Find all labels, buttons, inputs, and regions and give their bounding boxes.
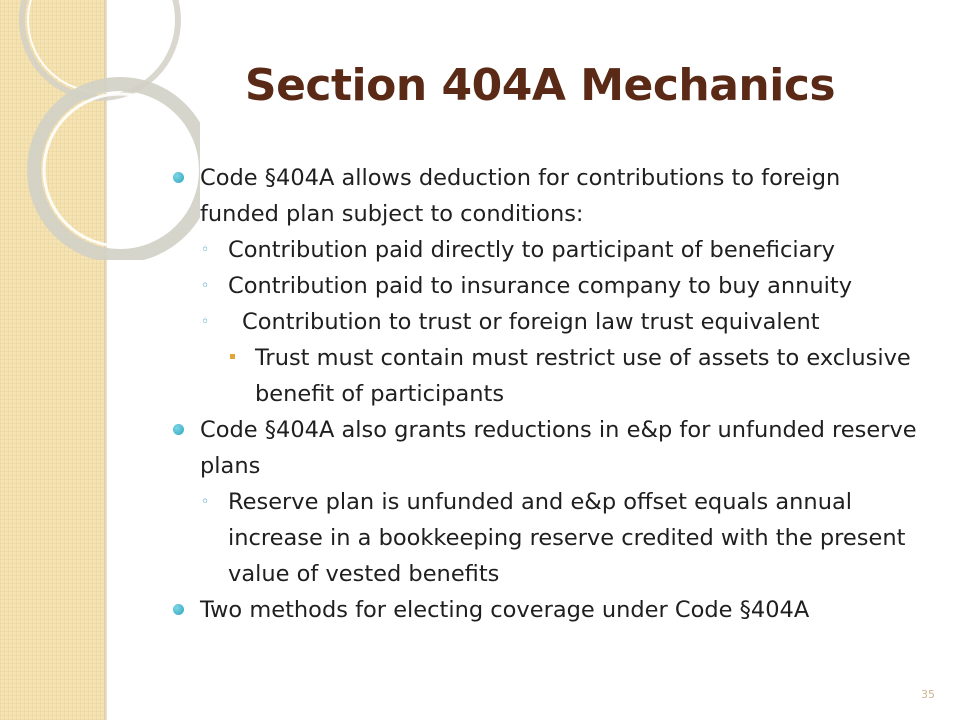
- sub-bullet-item-participant: [172, 232, 922, 268]
- bullet-ring-icon: ◦: [201, 242, 210, 258]
- sub-bullet-item-insurance: [172, 268, 922, 304]
- sub-bullet-text: Contribution to trust or foreign law trust equivalent: [242, 309, 820, 335]
- sub-bullet-text: Contribution paid to insurance company to buy annuity: [228, 273, 853, 299]
- decorative-rings-icon: [0, 0, 200, 260]
- bullet-dot-icon: [173, 424, 184, 435]
- sub-bullet-text: Reserve plan is unfunded and e&p offset equals annual increase in a bookkeeping reserve credited with the present value of vested benefits: [228, 489, 906, 587]
- bullet-ring-icon: ◦: [201, 278, 210, 294]
- bullet-dot-icon: [173, 604, 184, 615]
- sub-sub-bullet-item-trust-restriction: [172, 340, 922, 412]
- bullet-item-reductions: [172, 412, 922, 484]
- bullet-text: Two methods for electing coverage under Code §404A: [200, 597, 810, 623]
- bullet-text: Code §404A allows deduction for contributions to foreign funded plan subject to conditions:: [200, 165, 841, 227]
- page-number: 35: [921, 688, 935, 701]
- sub-bullet-item-reserve-plan: [172, 484, 922, 592]
- bullet-ring-icon: ◦: [201, 494, 210, 510]
- sub-bullet-text: Contribution paid directly to participant of beneficiary: [228, 237, 835, 263]
- slide-title: Section 404A Mechanics: [244, 60, 836, 111]
- bullet-ring-icon: ◦: [201, 314, 210, 330]
- sub-sub-bullet-text: Trust must contain must restrict use of assets to exclusive benefit of participants: [255, 345, 911, 407]
- sub-bullet-item-trust: [172, 304, 922, 340]
- bullet-dot-icon: [173, 172, 184, 183]
- bullet-list: [172, 160, 922, 628]
- bullet-text: Code §404A also grants reductions in e&p for unfunded reserve plans: [200, 417, 917, 479]
- bullet-square-icon: [230, 354, 235, 359]
- bullet-item-methods: [172, 592, 922, 628]
- bullet-item-deduction: [172, 160, 922, 232]
